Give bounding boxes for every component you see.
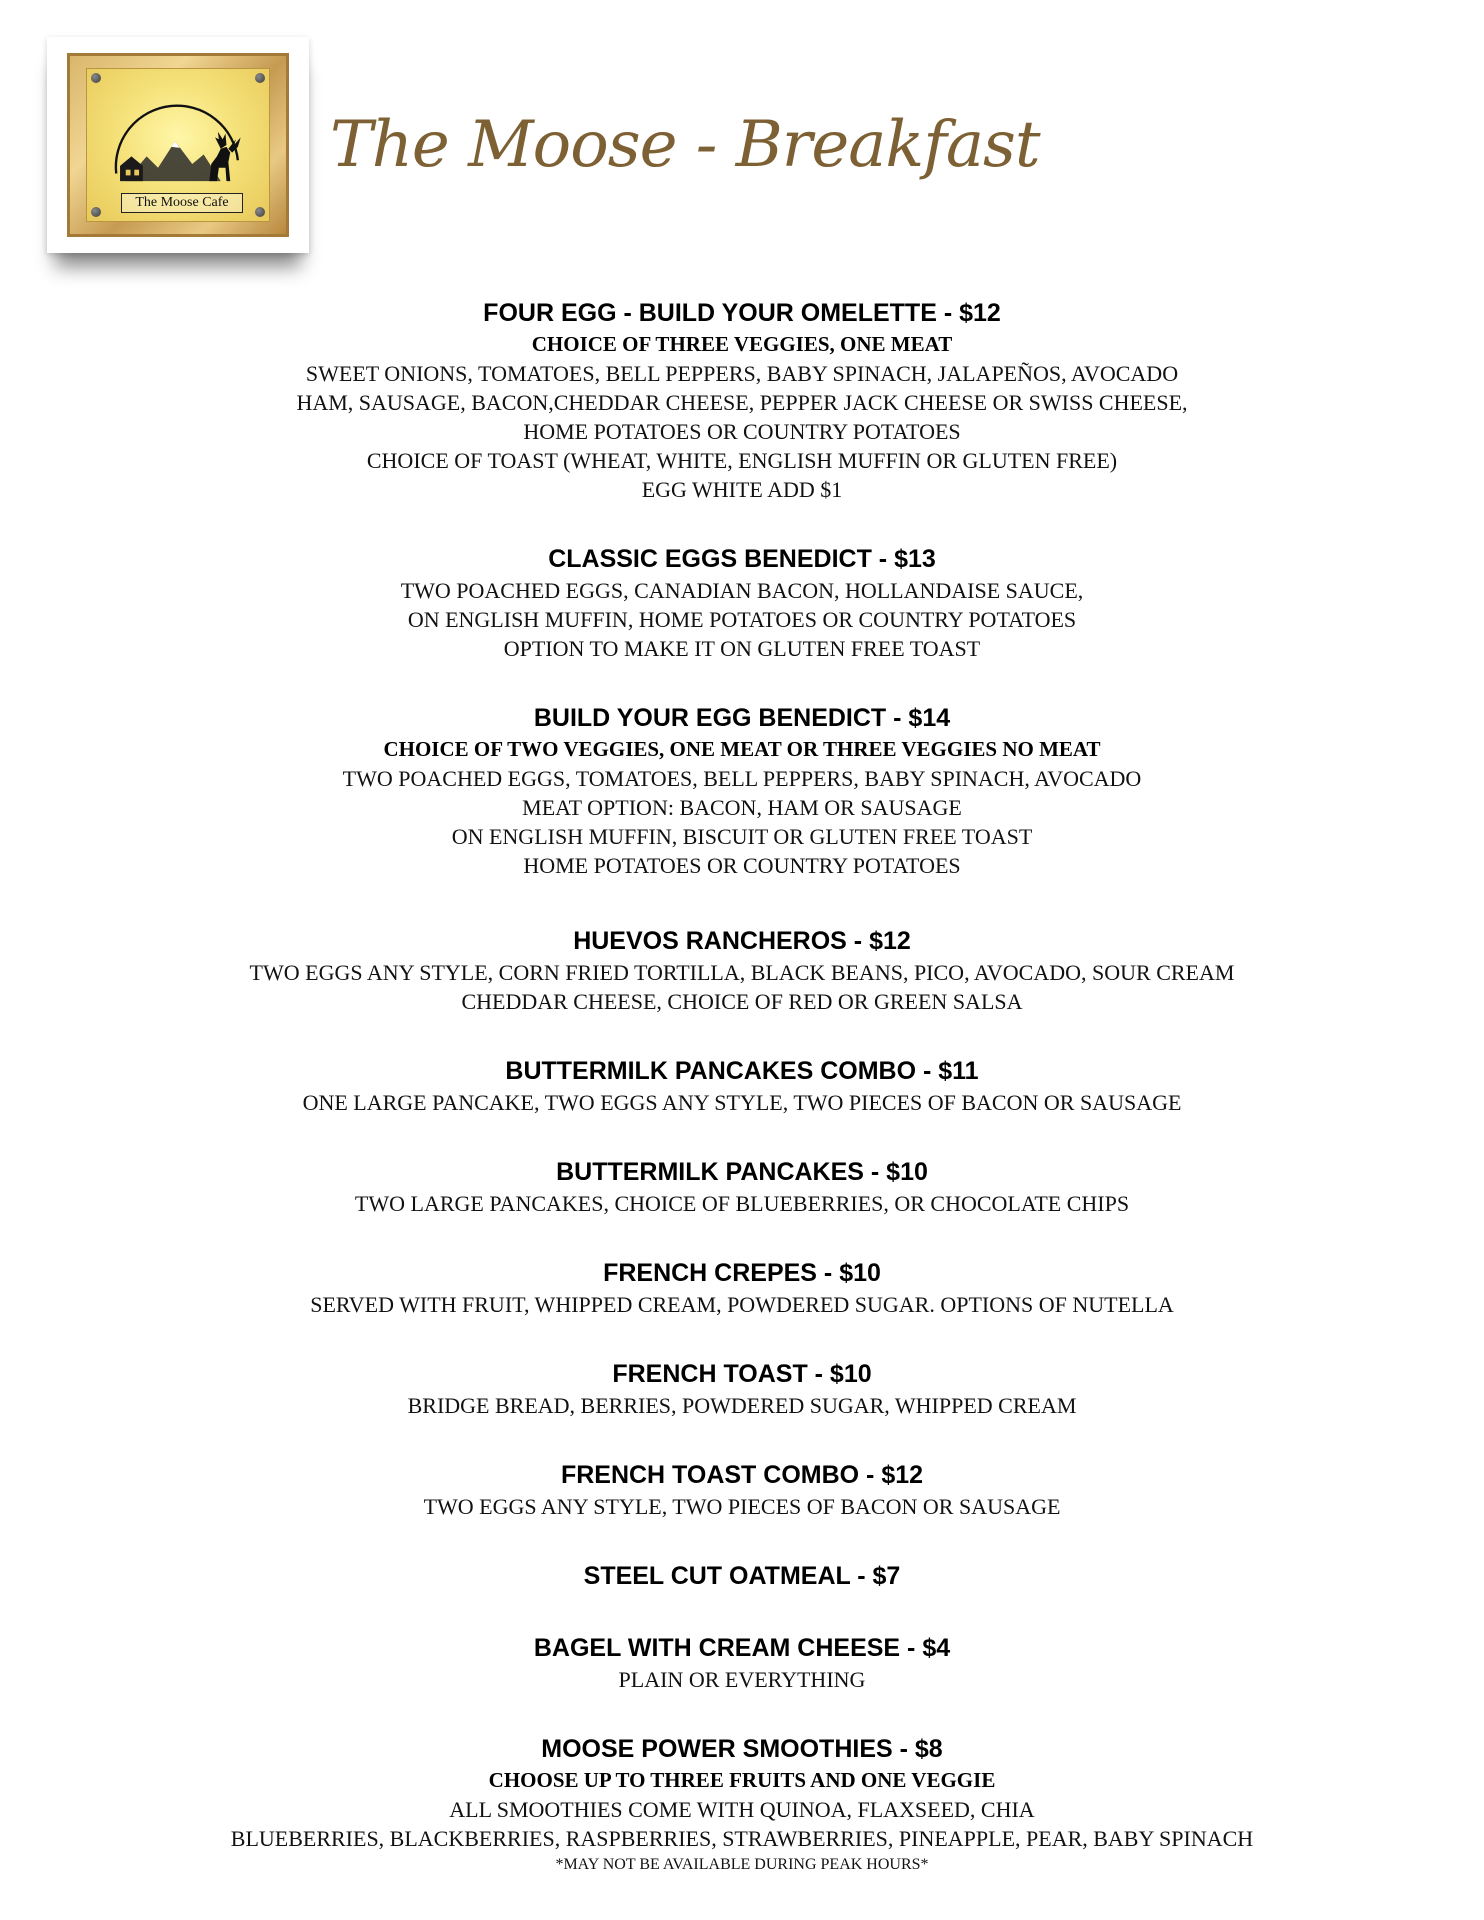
menu-item-description: TWO POACHED EGGS, TOMATOES, BELL PEPPERS, BABY SPINACH, AVOCADO bbox=[342, 766, 1142, 791]
cafe-logo bbox=[47, 37, 309, 253]
menu-item bbox=[160, 1732, 1324, 1877]
menu-item-name: HUEVOS RANCHEROS - $12 bbox=[573, 927, 911, 955]
menu-item-description: BRIDGE BREAD, BERRIES, POWDERED SUGAR, WHIPPED CREAM bbox=[407, 1393, 1077, 1418]
logo-wood-board bbox=[67, 53, 289, 237]
menu-item bbox=[160, 1458, 1324, 1521]
menu-item-description: BLUEBERRIES, BLACKBERRIES, RASPBERRIES, STRAWBERRIES, PINEAPPLE, PEAR, BABY SPINACH bbox=[230, 1826, 1254, 1851]
menu-item-subtitle: CHOICE OF THREE VEGGIES, ONE MEAT bbox=[531, 332, 953, 356]
page-title: The Moose - Breakfast bbox=[330, 108, 1040, 182]
menu-item-name: BUTTERMILK PANCAKES - $10 bbox=[556, 1158, 928, 1186]
menu-item-name: BUILD YOUR EGG BENEDICT - $14 bbox=[533, 704, 951, 732]
menu-item-description: TWO LARGE PANCAKES, CHOICE OF BLUEBERRIES, OR CHOCOLATE CHIPS bbox=[354, 1191, 1130, 1216]
menu-item-description: CHOICE OF TOAST (WHEAT, WHITE, ENGLISH MUFFIN OR GLUTEN FREE) bbox=[366, 448, 1118, 473]
menu-item bbox=[160, 1559, 1324, 1593]
menu-item-name: FRENCH TOAST COMBO - $12 bbox=[560, 1461, 924, 1489]
logo-plate bbox=[86, 68, 270, 222]
menu-item bbox=[160, 701, 1324, 880]
menu-item-name: CLASSIC EGGS BENEDICT - $13 bbox=[548, 545, 936, 573]
menu-item bbox=[160, 1357, 1324, 1420]
menu-item-name: BUTTERMILK PANCAKES COMBO - $11 bbox=[505, 1057, 979, 1085]
menu-item-description: MEAT OPTION: BACON, HAM OR SAUSAGE bbox=[522, 795, 962, 820]
menu-item-name: FRENCH TOAST - $10 bbox=[612, 1360, 872, 1388]
menu-item-description: HOME POTATOES OR COUNTRY POTATOES bbox=[523, 419, 961, 444]
menu-item-description: ALL SMOOTHIES COME WITH QUINOA, FLAXSEED, CHIA bbox=[449, 1797, 1035, 1822]
menu-item-name: FRENCH CREPES - $10 bbox=[603, 1259, 881, 1287]
menu-item-description: TWO EGGS ANY STYLE, TWO PIECES OF BACON OR SAUSAGE bbox=[423, 1494, 1061, 1519]
menu-item-name: BAGEL WITH CREAM CHEESE - $4 bbox=[533, 1634, 951, 1662]
menu-item bbox=[160, 1155, 1324, 1218]
menu-item bbox=[160, 1054, 1324, 1117]
menu-item-description: CHEDDAR CHEESE, CHOICE OF RED OR GREEN SALSA bbox=[461, 989, 1023, 1014]
logo-label: The Moose Cafe bbox=[121, 193, 243, 213]
menu-item-description: HOME POTATOES OR COUNTRY POTATOES bbox=[523, 853, 961, 878]
menu-item bbox=[160, 296, 1324, 504]
menu-item-description: PLAIN OR EVERYTHING bbox=[618, 1667, 866, 1692]
menu-item-description: ONE LARGE PANCAKE, TWO EGGS ANY STYLE, TWO PIECES OF BACON OR SAUSAGE bbox=[302, 1090, 1182, 1115]
menu-list bbox=[160, 296, 1324, 1877]
menu-item-name: STEEL CUT OATMEAL - $7 bbox=[583, 1562, 901, 1590]
menu-item-description: SERVED WITH FRUIT, WHIPPED CREAM, POWDERED SUGAR. OPTIONS OF NUTELLA bbox=[310, 1292, 1174, 1317]
menu-item-description: HAM, SAUSAGE, BACON,CHEDDAR CHEESE, PEPPER JACK CHEESE OR SWISS CHEESE, bbox=[296, 390, 1188, 415]
menu-item-subtitle: CHOICE OF TWO VEGGIES, ONE MEAT OR THREE VEGGIES NO MEAT bbox=[383, 737, 1101, 761]
menu-item-name: MOOSE POWER SMOOTHIES - $8 bbox=[541, 1735, 943, 1763]
menu-item-description: TWO EGGS ANY STYLE, CORN FRIED TORTILLA, BLACK BEANS, PICO, AVOCADO, SOUR CREAM bbox=[249, 960, 1235, 985]
menu-item bbox=[160, 1256, 1324, 1319]
menu-item-description: EGG WHITE ADD $1 bbox=[641, 477, 843, 502]
menu-item-note: *MAY NOT BE AVAILABLE DURING PEAK HOURS* bbox=[555, 1856, 929, 1873]
menu-item-description: ON ENGLISH MUFFIN, HOME POTATOES OR COUNTRY POTATOES bbox=[407, 607, 1077, 632]
menu-item bbox=[160, 1631, 1324, 1694]
menu-item-description: TWO POACHED EGGS, CANADIAN BACON, HOLLANDAISE SAUCE, bbox=[400, 578, 1084, 603]
menu-item-name: FOUR EGG - BUILD YOUR OMELETTE - $12 bbox=[483, 299, 1001, 327]
menu-item bbox=[160, 924, 1324, 1016]
menu-item-description: ON ENGLISH MUFFIN, BISCUIT OR GLUTEN FREE TOAST bbox=[451, 824, 1033, 849]
menu-item-subtitle: CHOOSE UP TO THREE FRUITS AND ONE VEGGIE bbox=[488, 1768, 996, 1792]
menu-item-description: OPTION TO MAKE IT ON GLUTEN FREE TOAST bbox=[503, 636, 981, 661]
menu-item-description: SWEET ONIONS, TOMATOES, BELL PEPPERS, BABY SPINACH, JALAPEÑOS, AVOCADO bbox=[305, 361, 1179, 386]
menu-item bbox=[160, 542, 1324, 663]
